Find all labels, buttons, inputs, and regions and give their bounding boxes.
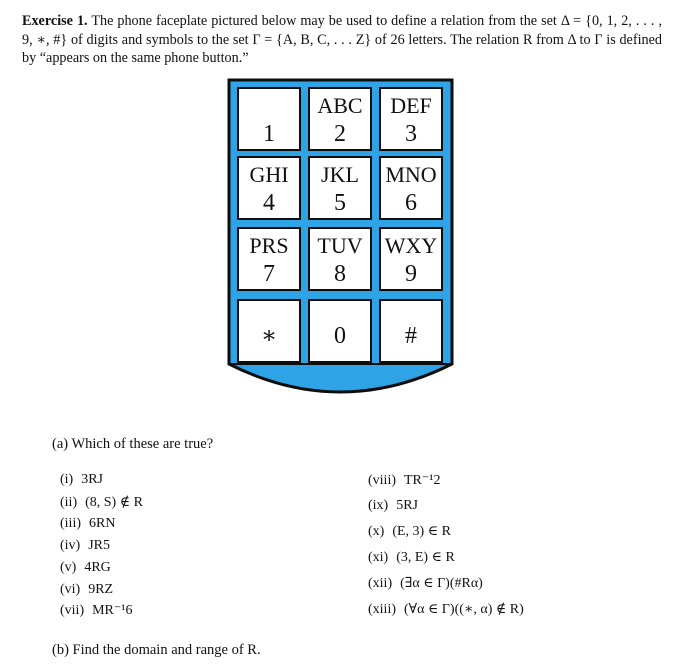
item-statement: (∃α ∈ Γ)(#Rα) <box>400 576 483 591</box>
key-digit: 2 <box>334 121 346 147</box>
key-tuv-7 <box>309 228 371 290</box>
item-statement: 5RJ <box>396 498 419 513</box>
item-label: (vi) <box>60 582 81 597</box>
part-a-item <box>368 601 524 618</box>
item-label: (xi) <box>368 550 389 565</box>
part-a-item <box>60 582 113 598</box>
item-label: (ii) <box>60 495 78 510</box>
key-letters: GHI <box>249 162 289 187</box>
key-digit: 5 <box>334 190 346 216</box>
key-blank-10 <box>309 300 371 362</box>
item-label: (xiii) <box>368 602 396 617</box>
part-a-item <box>60 516 115 532</box>
part-a-item <box>368 498 418 514</box>
item-label: (iv) <box>60 538 81 553</box>
item-statement: 3RJ <box>81 472 104 487</box>
key-blank-11 <box>380 300 442 362</box>
part-a-item <box>60 538 110 554</box>
item-statement: (E, 3) ∈ R <box>392 524 451 539</box>
item-statement: MR⁻¹6 <box>92 603 133 618</box>
key-digit: 7 <box>263 261 275 287</box>
exercise-body: The phone faceplate pictured below may be used to define a relation from the set Δ = {0, 1, 2, . . . , 9, ∗, #} of digits and symbols to the set Γ = {A, B, C, . . . Z} of 26 letters. The relation R from Δ to Γ is defined by “appears on the same phone button.” <box>22 13 662 66</box>
part-a-item <box>368 549 455 566</box>
exercise-heading: Exercise 1. <box>22 13 88 29</box>
key-blank-9 <box>238 300 300 362</box>
item-statement: 6RN <box>89 516 116 531</box>
key-letters: DEF <box>390 93 432 118</box>
item-statement: 9RZ <box>88 582 114 597</box>
item-statement: (3, E) ∈ R <box>396 550 455 565</box>
item-statement: (8, S) ∉ R <box>85 495 143 510</box>
item-statement: 4RG <box>84 560 111 575</box>
key-letters: TUV <box>317 233 363 258</box>
key-letters: WXY <box>384 233 438 258</box>
part-a-item <box>60 602 132 619</box>
key-ghi-3 <box>238 157 300 219</box>
key-blank-0 <box>238 88 300 150</box>
part-a-item <box>60 472 103 488</box>
key-mno-5 <box>380 157 442 219</box>
part-a-item <box>368 523 451 540</box>
item-statement: TR⁻¹2 <box>404 473 441 488</box>
key-letters: ABC <box>317 93 363 118</box>
key-prs-6 <box>238 228 300 290</box>
item-label: (v) <box>60 560 77 575</box>
item-label: (i) <box>60 472 74 487</box>
key-def-2 <box>380 88 442 150</box>
key-abc-1 <box>309 88 371 150</box>
key-digit: 9 <box>405 261 417 287</box>
part-a-item <box>60 494 143 511</box>
key-letters: MNO <box>385 162 437 187</box>
part-a-question: (a) Which of these are true? <box>52 436 214 452</box>
item-label: (x) <box>368 524 385 539</box>
key-letters: JKL <box>321 162 359 187</box>
part-a-item <box>368 472 440 489</box>
key-digit: ∗ <box>260 323 278 349</box>
key-digit: 0 <box>334 323 346 349</box>
key-digit: 8 <box>334 261 346 287</box>
key-digit: 1 <box>263 121 275 147</box>
key-digit: 4 <box>263 190 275 216</box>
key-letters: PRS <box>249 233 289 258</box>
item-label: (xii) <box>368 576 393 591</box>
key-digit: # <box>405 323 417 349</box>
item-label: (viii) <box>368 473 396 488</box>
item-label: (vii) <box>60 603 85 618</box>
key-wxy-8 <box>380 228 442 290</box>
part-a-item <box>60 560 111 576</box>
item-label: (iii) <box>60 516 81 531</box>
key-jkl-4 <box>309 157 371 219</box>
part-a-item <box>368 575 483 592</box>
item-statement: JR5 <box>88 538 111 553</box>
item-label: (ix) <box>368 498 389 513</box>
item-statement: (∀α ∈ Γ)((∗, α) ∉ R) <box>404 602 524 617</box>
key-digit: 6 <box>405 190 417 216</box>
part-b-question: (b) Find the domain and range of R. <box>52 642 261 658</box>
key-digit: 3 <box>405 121 417 147</box>
